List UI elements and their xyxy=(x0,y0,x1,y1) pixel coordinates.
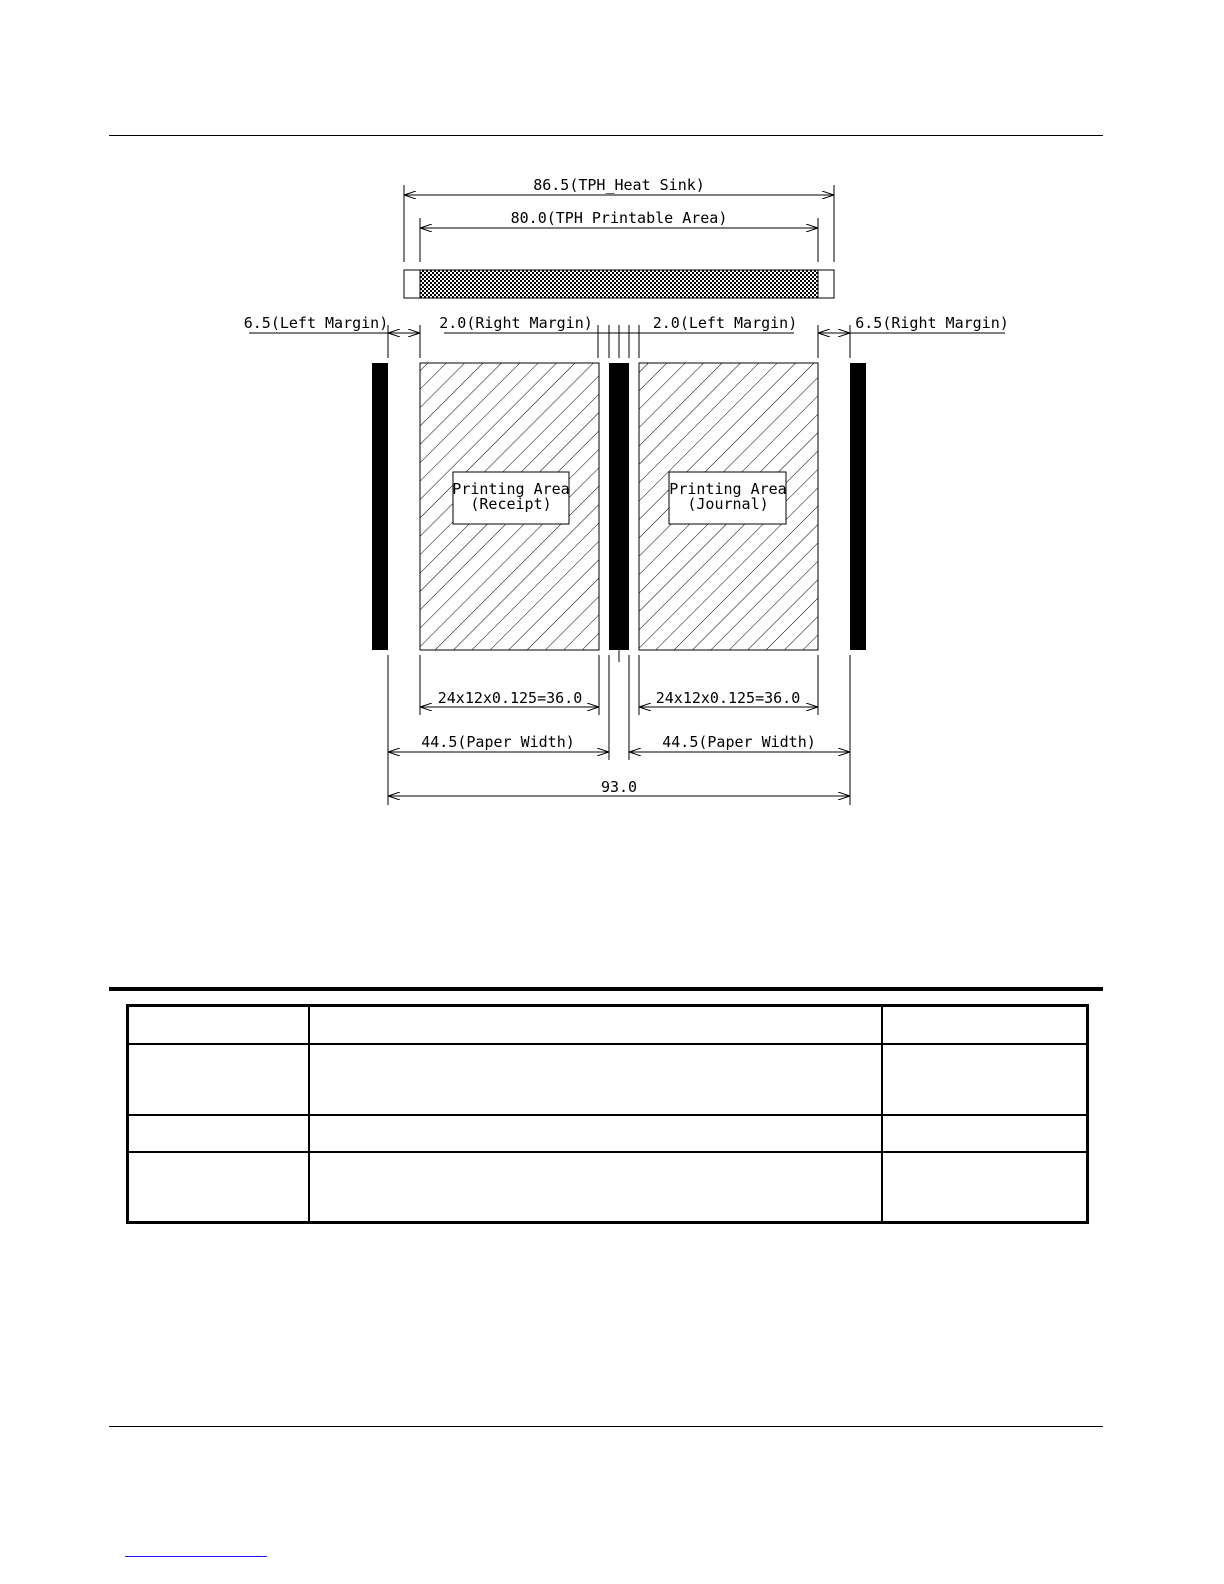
section-rule xyxy=(109,987,1103,991)
right-margin-inner-dimension xyxy=(439,314,609,358)
journal-paper-width-dimension xyxy=(629,733,850,752)
journal-width-dimension xyxy=(639,689,818,707)
thermal-print-head xyxy=(404,270,834,298)
table-cell xyxy=(882,1115,1088,1152)
total-width-label: 93.0 xyxy=(600,778,638,796)
receipt-area-line1: Printing Area xyxy=(452,480,570,498)
center-divider-ticks xyxy=(609,325,639,358)
table-cell xyxy=(882,1152,1088,1223)
footer-link-underline[interactable] xyxy=(125,1556,267,1557)
journal-area-line1: Printing Area xyxy=(669,480,787,498)
receipt-width-dimension xyxy=(420,689,599,707)
footer-rule xyxy=(109,1426,1103,1427)
receipt-width-label: 24x12x0.125=36.0 xyxy=(437,689,583,707)
table-cell xyxy=(309,1152,882,1223)
receipt-paper-width-dimension xyxy=(388,733,609,752)
left-paper-edge-bar xyxy=(372,363,388,650)
journal-width-label: 24x12x0.125=36.0 xyxy=(655,689,801,707)
heat-sink-label: 86.5(TPH_Heat Sink) xyxy=(533,176,705,194)
receipt-area-line2: (Receipt) xyxy=(470,495,552,513)
spec-table xyxy=(126,1004,1089,1224)
receipt-paper-width-label: 44.5(Paper Width) xyxy=(421,733,575,751)
table-row xyxy=(128,1152,1088,1223)
right-margin-inner-label: 2.0(Right Margin) xyxy=(439,314,593,332)
right-margin-outer-label: 6.5(Right Margin) xyxy=(855,314,1009,332)
printable-area-dimension xyxy=(420,209,818,262)
table-row xyxy=(128,1044,1088,1115)
table-cell xyxy=(309,1044,882,1115)
journal-paper-width-label: 44.5(Paper Width) xyxy=(662,733,816,751)
left-margin-inner-dimension xyxy=(629,314,797,333)
table-cell xyxy=(309,1006,882,1044)
table-cell xyxy=(128,1115,309,1152)
table-cell xyxy=(128,1044,309,1115)
journal-area-line2: (Journal) xyxy=(687,495,769,513)
table-cell xyxy=(128,1152,309,1223)
table-row xyxy=(128,1006,1088,1044)
table-row xyxy=(128,1115,1088,1152)
left-margin-inner-label: 2.0(Left Margin) xyxy=(652,314,798,332)
right-margin-outer-dimension xyxy=(818,314,1009,358)
left-margin-outer-label: 6.5(Left Margin) xyxy=(243,314,389,332)
printable-area-label: 80.0(TPH Printable Area) xyxy=(510,209,728,227)
center-paper-divider-bar xyxy=(609,363,629,650)
total-width-dimension xyxy=(388,778,850,796)
table-cell xyxy=(882,1006,1088,1044)
right-paper-edge-bar xyxy=(850,363,866,650)
left-margin-outer-dimension xyxy=(244,314,420,358)
table-cell xyxy=(882,1044,1088,1115)
receipt-printing-area xyxy=(420,363,599,650)
table-cell xyxy=(128,1006,309,1044)
table-cell xyxy=(309,1115,882,1152)
journal-printing-area xyxy=(639,363,818,650)
